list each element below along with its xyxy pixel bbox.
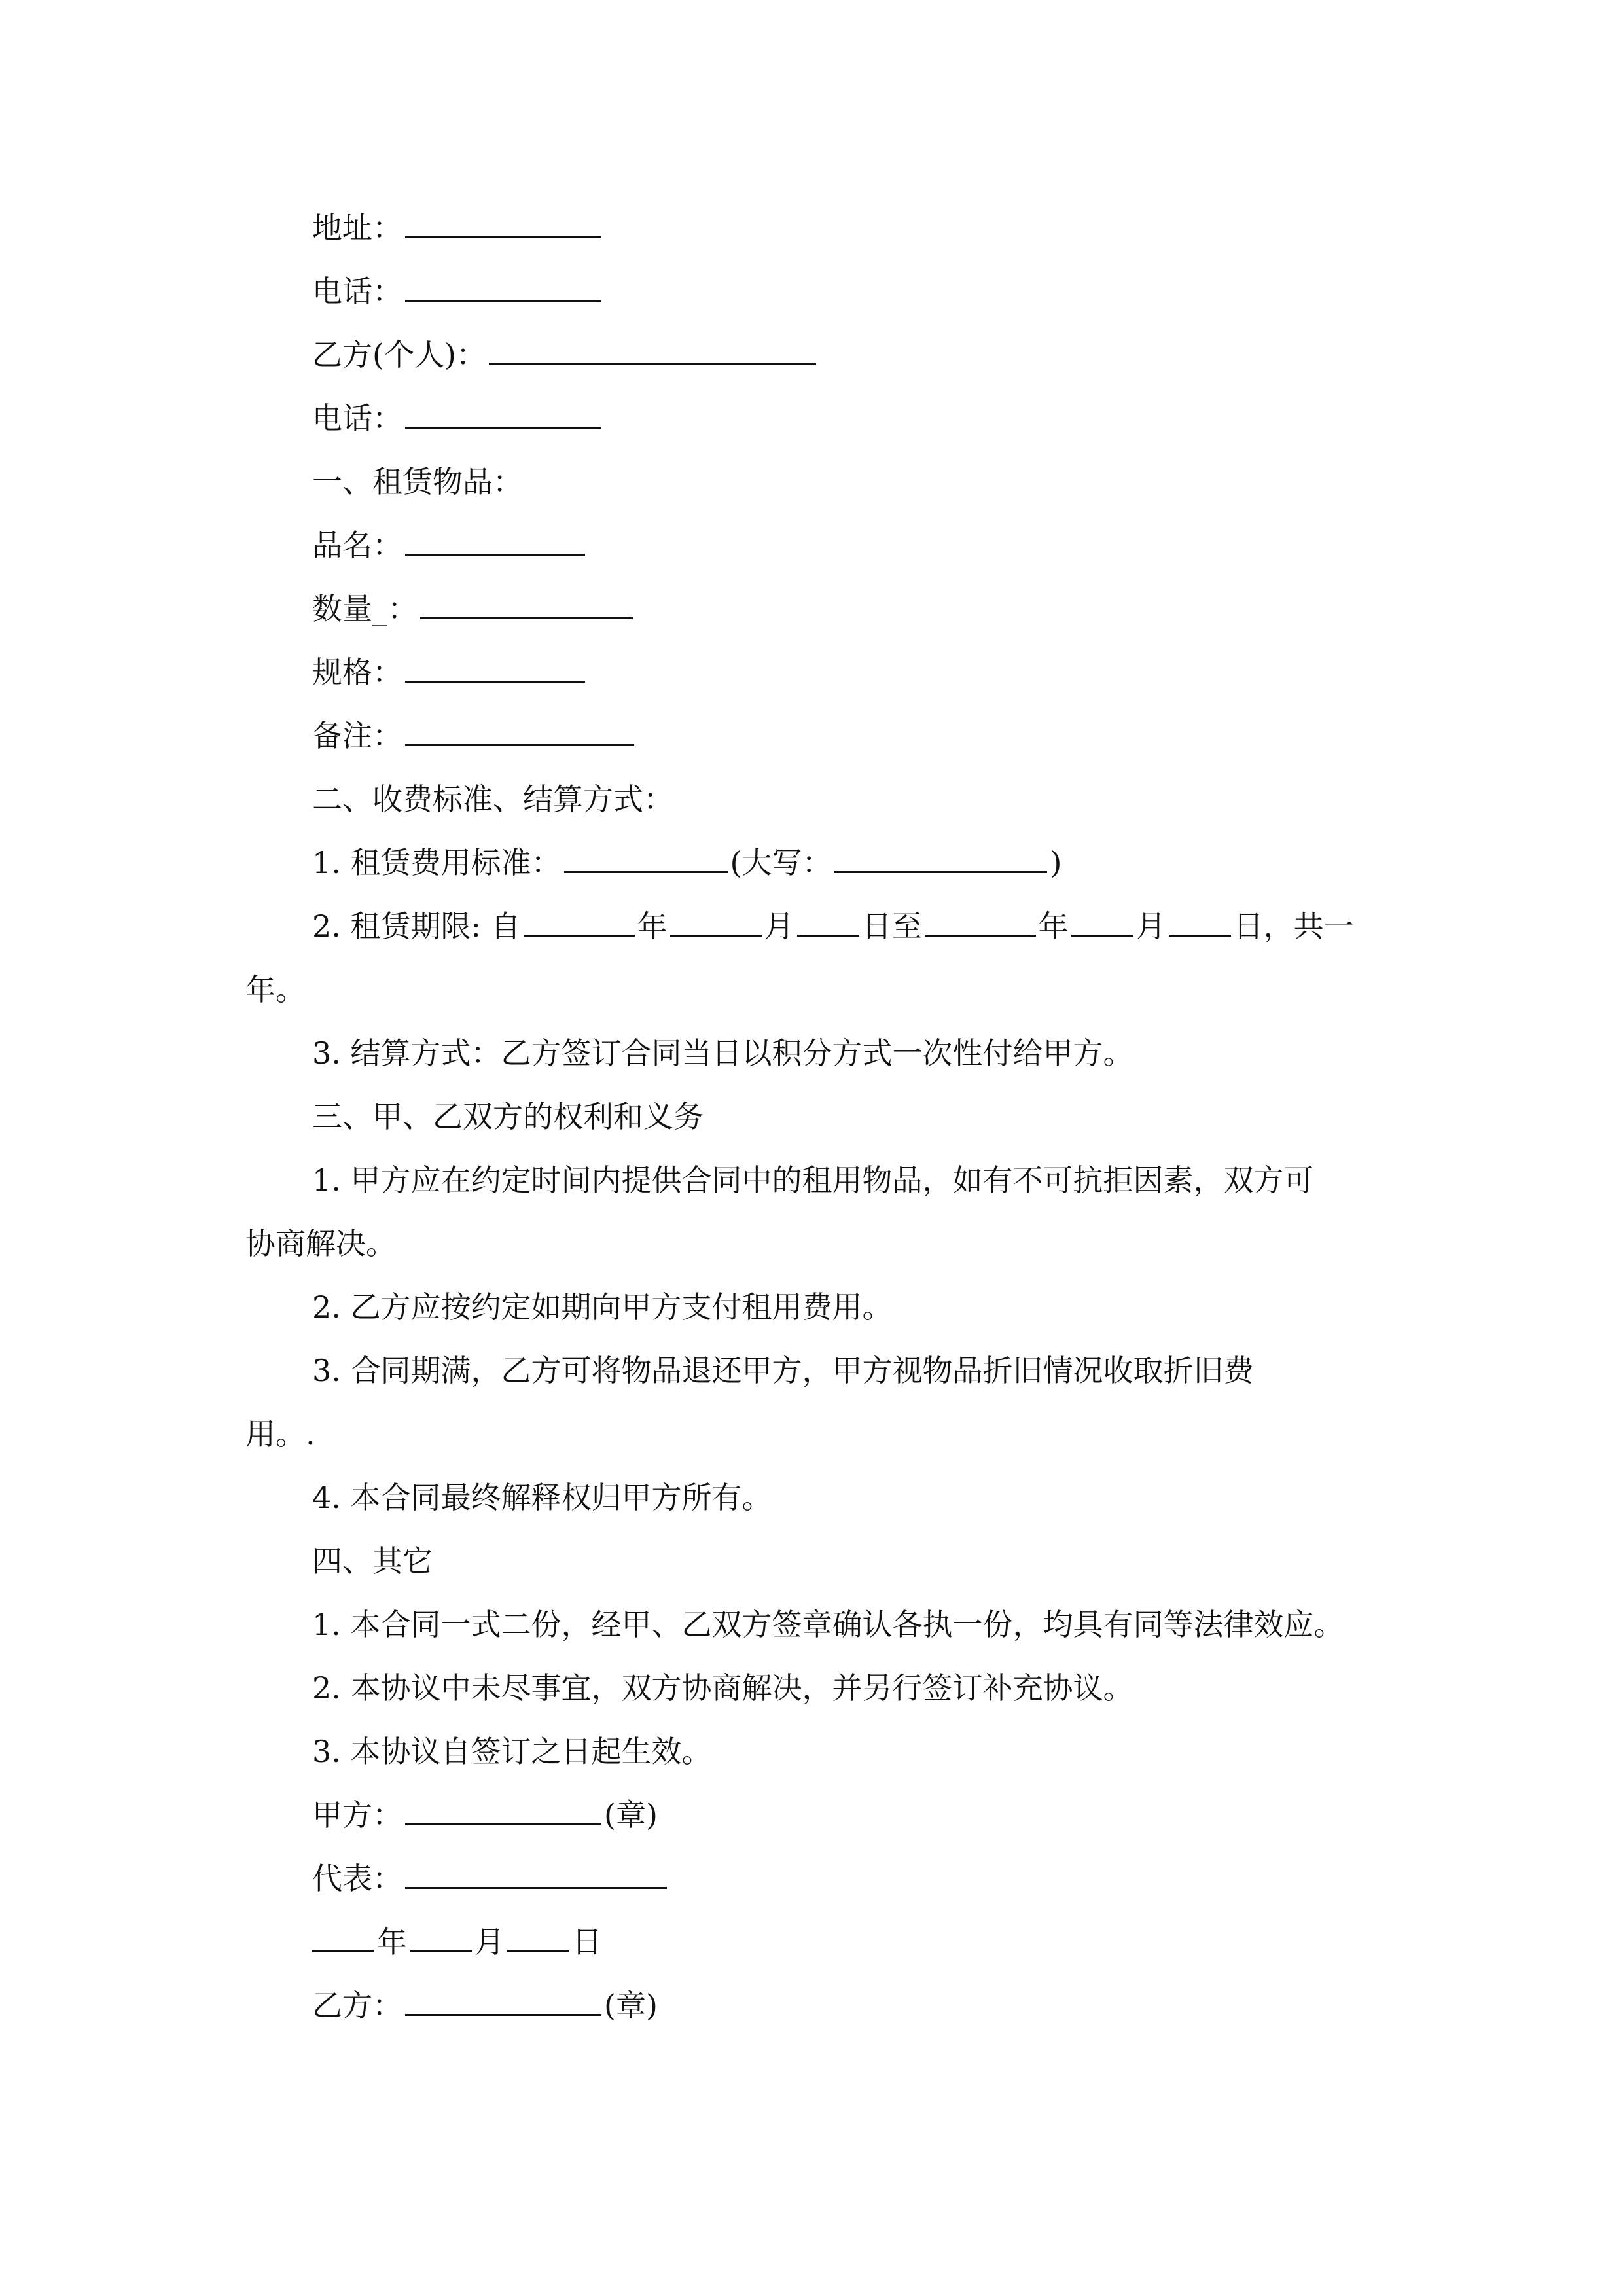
duty4-line: 4. 本合同最终解释权归甲方所有。 xyxy=(312,1480,772,1515)
fee-amount-blank[interactable] xyxy=(564,845,728,873)
party-b-sign-line xyxy=(312,1986,658,2025)
duty2-line: 2. 乙方应按约定如期向甲方支付租用费用。 xyxy=(312,1289,893,1325)
representative-label: 代表： xyxy=(312,1861,402,1896)
date-day-blank[interactable] xyxy=(507,1924,569,1952)
item-name-line xyxy=(312,526,588,565)
lease-term-line xyxy=(312,906,1354,946)
date-year: 年 xyxy=(377,1924,407,1960)
fee-capital-blank[interactable] xyxy=(834,845,1047,873)
start-month-blank[interactable] xyxy=(670,908,762,937)
other2-line: 2. 本协议中未尽事宜，双方协商解决，并另行签订补充协议。 xyxy=(312,1670,1133,1706)
lease-term-label: 2. 租赁期限: 自 xyxy=(312,908,521,944)
end-year-blank[interactable] xyxy=(925,908,1036,937)
remark-blank[interactable] xyxy=(405,718,634,746)
party-b-line xyxy=(312,335,819,374)
quantity-blank[interactable] xyxy=(420,591,633,619)
date-day: 日 xyxy=(572,1924,602,1960)
party-a-sign-blank[interactable] xyxy=(405,1797,601,1825)
address-blank[interactable] xyxy=(405,210,601,238)
phone-label-2: 电话： xyxy=(312,401,402,436)
party-b-sign-blank[interactable] xyxy=(405,1988,601,2016)
spec-label: 规格： xyxy=(312,655,402,690)
party-b-sign-label: 乙方： xyxy=(312,1988,402,2023)
address-line xyxy=(312,208,604,247)
phone-blank-1[interactable] xyxy=(405,274,601,302)
settlement-line: 3. 结算方式：乙方签订合同当日以积分方式一次性付给甲方。 xyxy=(312,1035,1133,1071)
remark-label: 备注： xyxy=(312,718,402,753)
duty3-line2: 用。. xyxy=(245,1416,315,1452)
item-name-label: 品名： xyxy=(312,528,402,563)
section1-title: 一、租赁物品： xyxy=(312,464,523,499)
date-month: 月 xyxy=(474,1924,505,1960)
phone-label-1: 电话： xyxy=(312,274,402,309)
party-b-label: 乙方(个人)： xyxy=(312,337,486,372)
date-line xyxy=(312,1922,602,1962)
spec-blank[interactable] xyxy=(405,655,585,683)
phone-blank-2[interactable] xyxy=(405,401,601,429)
lease-day-to: 日至 xyxy=(861,908,922,944)
date-year-blank[interactable] xyxy=(312,1924,374,1952)
quantity-label: 数量_： xyxy=(312,591,418,626)
party-a-sign-label: 甲方： xyxy=(312,1797,402,1833)
quantity-line xyxy=(312,589,635,628)
phone-line-1 xyxy=(312,272,604,311)
lease-year-2: 年 xyxy=(1038,908,1069,944)
lease-day-total: 日，共一 xyxy=(1233,908,1354,944)
party-b-seal: (章) xyxy=(604,1988,658,2023)
other1-line: 1. 本合同一式二份，经甲、乙双方签章确认各执一份，均具有同等法律效应。 xyxy=(312,1607,1344,1642)
lease-month-1: 月 xyxy=(764,908,794,944)
date-month-blank[interactable] xyxy=(410,1924,472,1952)
other3-line: 3. 本协议自签订之日起生效。 xyxy=(312,1734,712,1769)
representative-blank[interactable] xyxy=(405,1861,667,1889)
section3-title: 三、甲、乙双方的权利和义务 xyxy=(312,1099,704,1134)
fee-capital-close: ) xyxy=(1050,845,1062,880)
section2-title: 二、收费标准、结算方式： xyxy=(312,781,673,817)
fee-capital-open: (大写： xyxy=(730,845,832,880)
start-day-blank[interactable] xyxy=(797,908,859,937)
fee-standard-line xyxy=(312,843,1061,882)
phone-line-2 xyxy=(312,399,604,438)
duty1-line1: 1. 甲方应在约定时间内提供合同中的租用物品，如有不可抗拒因素，双方可 xyxy=(312,1162,1314,1198)
party-a-sign-line xyxy=(312,1795,658,1835)
end-day-blank[interactable] xyxy=(1169,908,1231,937)
lease-term-wrap: 年。 xyxy=(245,972,306,1007)
fee-standard-label: 1. 租赁费用标准： xyxy=(312,845,562,880)
remark-line xyxy=(312,716,637,755)
lease-year-1: 年 xyxy=(637,908,668,944)
duty3-line1: 3. 合同期满，乙方可将物品退还甲方，甲方视物品折旧情况收取折旧费 xyxy=(312,1353,1254,1388)
duty1-line2: 协商解决。 xyxy=(245,1226,396,1261)
section4-title: 四、其它 xyxy=(312,1543,433,1579)
start-year-blank[interactable] xyxy=(524,908,635,937)
lease-month-2: 月 xyxy=(1135,908,1166,944)
party-b-blank[interactable] xyxy=(489,337,816,365)
end-month-blank[interactable] xyxy=(1071,908,1133,937)
item-name-blank[interactable] xyxy=(405,528,585,556)
address-label: 地址： xyxy=(312,210,402,245)
spec-line xyxy=(312,653,588,692)
party-a-seal: (章) xyxy=(604,1797,658,1833)
representative-line xyxy=(312,1859,669,1898)
